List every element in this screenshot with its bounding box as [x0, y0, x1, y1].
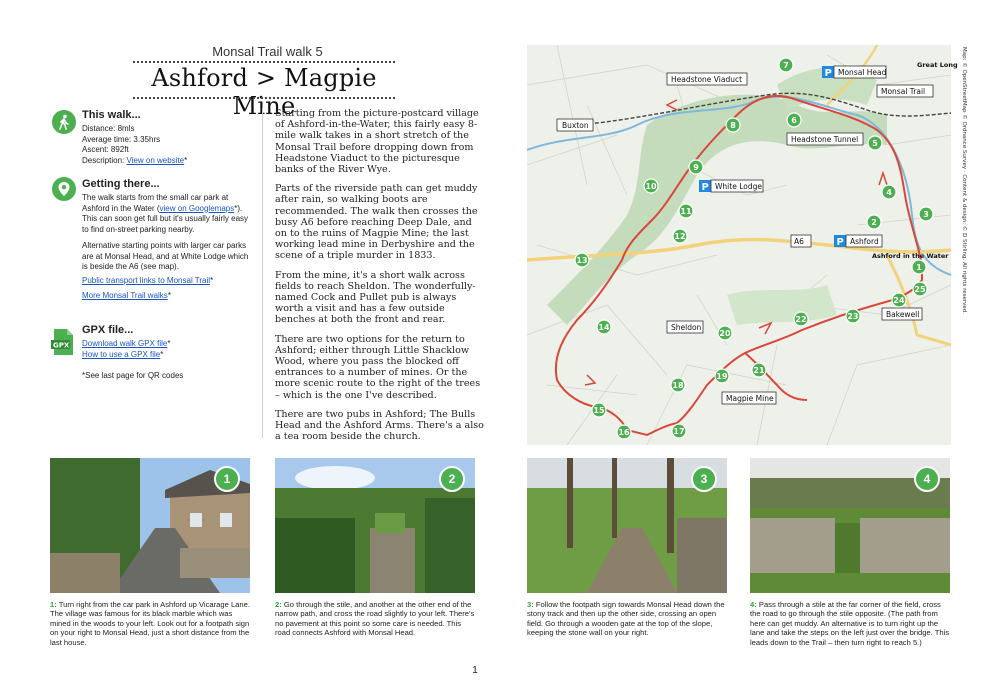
qr-note: *See last page for QR codes	[82, 371, 184, 380]
svg-text:P: P	[701, 182, 709, 193]
route-map	[527, 45, 958, 445]
route-map-svg	[527, 45, 958, 445]
this-walk-heading: This walk...	[82, 109, 141, 121]
waypoint-label: 20	[719, 329, 731, 338]
photo-1	[50, 458, 250, 593]
waypoint-label: 11	[680, 207, 692, 216]
more-walks-link[interactable]: More Monsal Trail walks	[82, 291, 168, 300]
photo-4	[750, 458, 950, 593]
photo-badge-4: 4	[914, 466, 940, 492]
getting-there-heading: Getting there...	[82, 178, 160, 190]
getting-there-para1: The walk starts from the small car park at Ashford in the Water (view on Googlemaps*). This can soon get full but it's usually fairly easy to find on-street parking nearby.	[82, 193, 249, 234]
label-ashford: Ashford	[850, 237, 879, 246]
label-magpie-mine: Magpie Mine	[726, 394, 774, 403]
gpx-file-icon	[51, 328, 75, 356]
waypoint-label: 13	[576, 256, 588, 265]
waypoint-label: 2	[871, 218, 877, 227]
photo-badge-1: 1	[214, 466, 240, 492]
body-paragraph-5: There are two pubs in Ashford; The Bulls Head and the Ashford Arms. There's a also a tea room beside the church.	[275, 408, 484, 443]
body-paragraph-3: From the mine, it's a short walk across fields to reach Sheldon. The wonderfully-named Cock and Pullet pub is always worth a visit and has a few outside benches at both the front and rear.	[275, 269, 476, 326]
photo-badge-2: 2	[439, 466, 465, 492]
distance: Distance: 8mls	[82, 124, 135, 133]
waypoint-label: 15	[593, 406, 605, 415]
label-sheldon: Sheldon	[671, 323, 702, 332]
waypoint-label: 6	[791, 116, 797, 125]
walk-subtitle: Monsal Trail walk 5	[212, 44, 323, 59]
label-buxton: Buxton	[562, 121, 589, 130]
photo-badge-3: 3	[691, 466, 717, 492]
waypoint-label: 9	[693, 163, 699, 172]
column-divider	[262, 108, 263, 438]
download-gpx-row: Download walk GPX file*	[82, 339, 171, 348]
label-white-lodge: White Lodge	[715, 182, 762, 191]
label-a6: A6	[794, 237, 804, 246]
how-to-gpx-row: How to use a GPX file*	[82, 349, 164, 359]
getting-there-text	[82, 193, 254, 302]
photo-2	[275, 458, 475, 593]
getting-there-para2: Alternative starting points with larger car parks are at Monsal Head, and at White Lodge which is beside the A6 (see map).	[82, 241, 249, 271]
waypoint-label: 4	[886, 188, 892, 197]
caption-2: 2: Go through the stile, and another at the other end of the narrow path, and cross the road slightly to your left. There's no pavement at this point so some care is needed. This road connects Ashford with Monsal Head.	[275, 600, 475, 638]
waypoint-label: 21	[753, 366, 765, 375]
location-pin-icon	[52, 177, 76, 201]
label-bakewell: Bakewell	[886, 310, 920, 319]
title-divider-bottom	[133, 97, 395, 99]
gpx-icon-label: GPX	[53, 341, 70, 350]
waypoint-label: 3	[923, 210, 929, 219]
waypoint-label: 19	[716, 372, 728, 381]
waypoint-label: 25	[914, 285, 926, 294]
waypoint-label: 18	[672, 381, 684, 390]
ascent: Ascent: 892ft	[82, 145, 129, 154]
waypoint-label: 22	[795, 315, 807, 324]
label-great-longstone: Great Long	[917, 61, 958, 69]
page-number: 1	[472, 665, 478, 676]
waypoint-label: 1	[916, 263, 922, 272]
walk-stats	[82, 124, 252, 166]
waypoint-label: 12	[674, 232, 686, 241]
download-gpx-link[interactable]: Download walk GPX file	[82, 339, 168, 348]
gpx-heading: GPX file...	[82, 324, 134, 336]
googlemaps-link[interactable]: view on Googlemaps	[159, 203, 235, 213]
waypoint-label: 24	[893, 296, 905, 305]
waypoint-label: 7	[783, 61, 789, 70]
caption-4: 4: Pass through a stile at the far corner of the field, cross the road to go through the stile opposite. (The path from here can get muddy. An alternative is to turn right up the lane and take the steps on the left just over the bridge. This leads down to the Trail – then turn right to reach 5.)	[750, 600, 950, 647]
view-on-website-link[interactable]: View on website	[126, 155, 185, 165]
label-ashford-in-the-water: Ashford in the Water	[872, 252, 949, 260]
map-credit-text: Map: © OpenStreetMap © Ordnance Survey · Content & design: © D Stirling. All rights reserved.	[961, 47, 967, 315]
waypoint-label: 10	[645, 182, 657, 191]
waypoint-label: 23	[847, 312, 859, 321]
walk-description	[275, 108, 485, 450]
title-divider-top	[133, 61, 395, 63]
label-monsal-trail: Monsal Trail	[881, 87, 926, 96]
more-walks-row: More Monsal Trail walks*	[82, 291, 171, 300]
svg-text:P: P	[836, 237, 844, 248]
label-headstone-tunnel: Headstone Tunnel	[791, 135, 859, 144]
waypoint-label: 16	[618, 428, 630, 437]
waypoint-label: 8	[730, 121, 736, 130]
description-row: Description: View on website*	[82, 155, 188, 165]
photo-3	[527, 458, 727, 593]
body-paragraph-1: Starting from the picture-postcard village of Ashford-in-the-Water, this fairly easy 8-mile walk takes in a short stretch of the Monsal Trail before dropping down from Headstone Viaduct to the picturesque banks of the River Wye.	[275, 108, 479, 176]
hiker-icon	[52, 110, 76, 134]
map-credit	[955, 45, 967, 445]
waypoint-label: 17	[673, 427, 685, 436]
public-transport-link[interactable]: Public transport links to Monsal Trail	[82, 275, 211, 285]
body-paragraph-4: There are two options for the return to Ashford; either through Little Shacklow Wood, where you pass the blocked off entrances to a number of mines. Or the more scenic route to the right of the trees – which is the one I've described.	[275, 333, 481, 401]
public-transport-row: Public transport links to Monsal Trail*	[82, 275, 214, 285]
average-time: Average time: 3.35hrs	[82, 134, 161, 144]
waypoint-label: 5	[872, 139, 878, 148]
label-headstone-viaduct: Headstone Viaduct	[671, 75, 743, 84]
caption-1: 1: Turn right from the car park in Ashford up Vicarage Lane. The village was famous for its black marble which was mined in the woods to your left. Look out for a footpath sign on your right to Monsal Head, just a short distance from the last house.	[50, 600, 250, 647]
page-title: Ashford > Magpie Mine	[151, 64, 377, 120]
gpx-links	[82, 339, 252, 360]
how-to-gpx-link[interactable]: How to use a GPX file	[82, 349, 161, 359]
svg-text:P: P	[824, 68, 832, 79]
label-monsal-head: Monsal Head	[838, 68, 887, 77]
body-paragraph-2: Parts of the riverside path can get muddy after rain, so walking boots are recommended. The walk then crosses the busy A6 before reaching Deep Dale, and on to the ruins of Magpie Mine; the last working lead mine in Derbyshire and the scene of a triple murder in 1833.	[275, 183, 478, 262]
waypoint-label: 14	[598, 323, 610, 332]
caption-3: 3: Follow the footpath sign towards Monsal Head down the stony track and then up the other side, crossing an open field. Go through a wooden gate at the top of the slope, keeping the stone wall on your right.	[527, 600, 725, 638]
